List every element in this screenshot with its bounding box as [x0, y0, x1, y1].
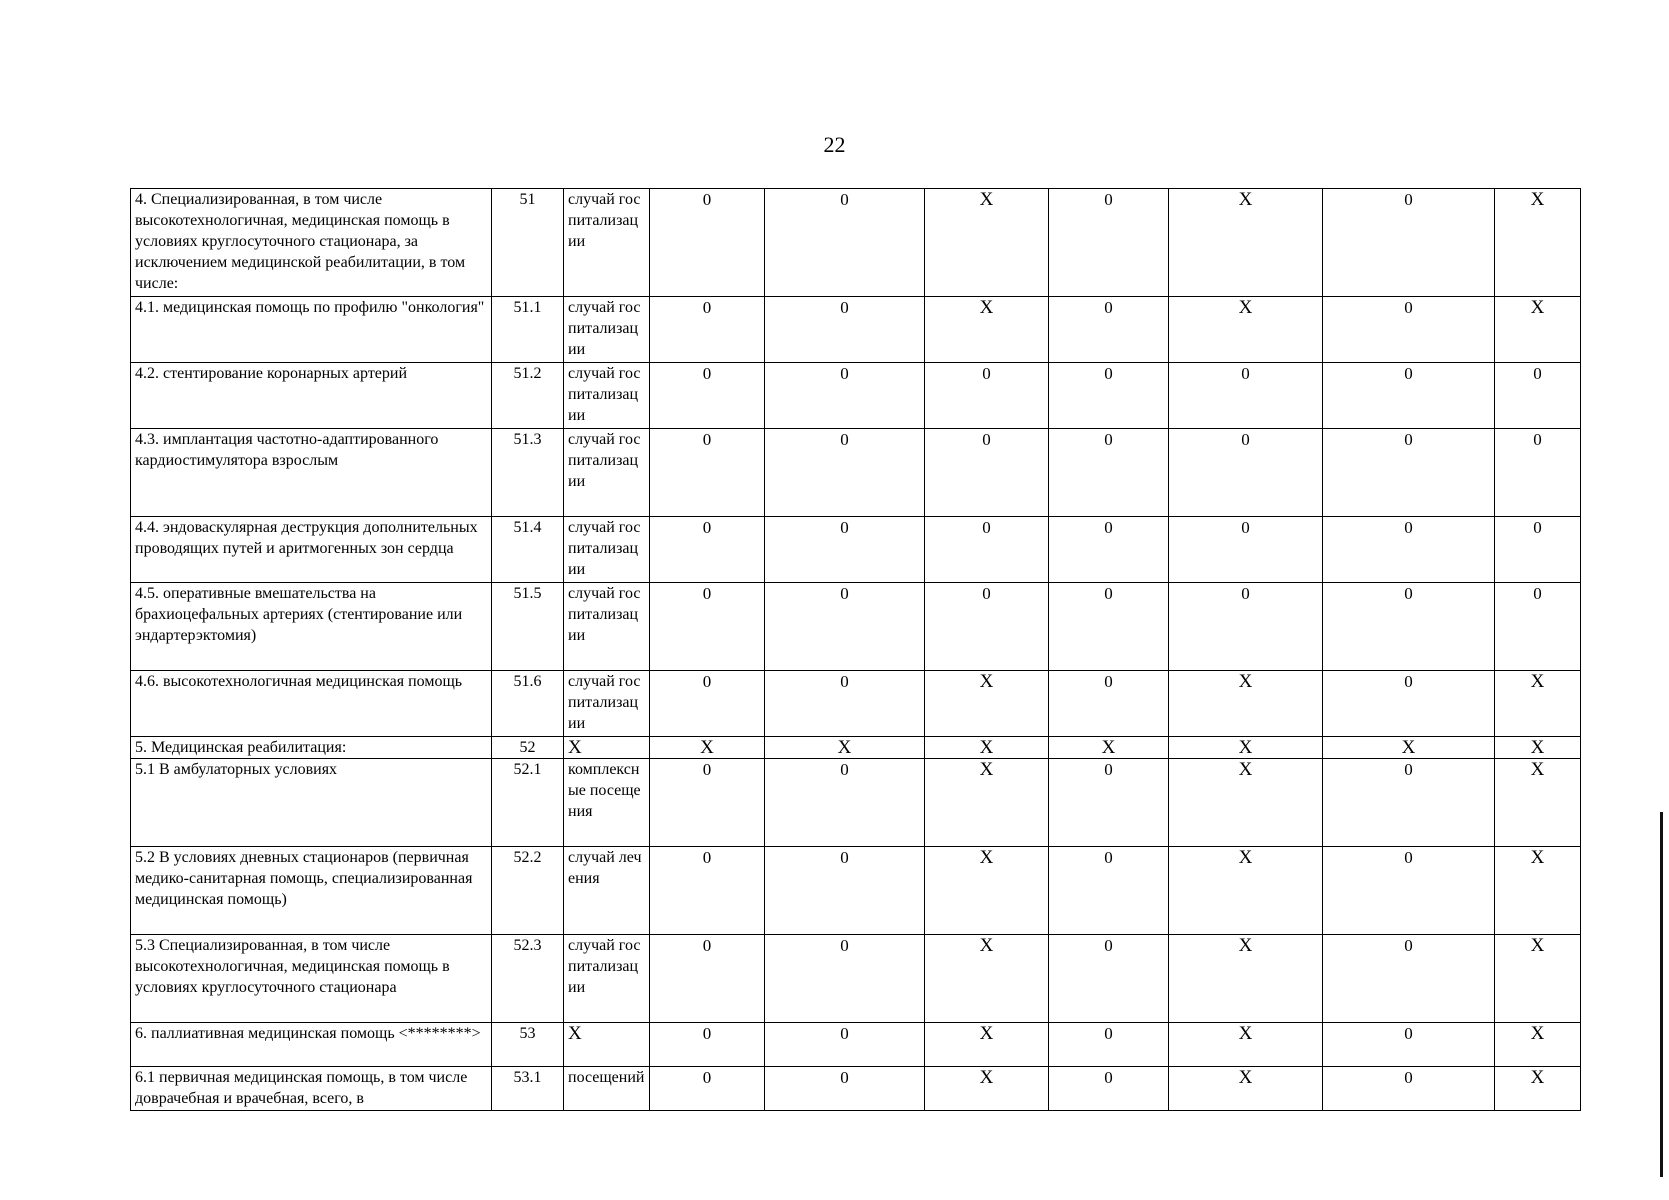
row-value-cell: X: [1169, 671, 1323, 737]
row-value-cell: X: [1495, 759, 1581, 847]
table-row: [131, 517, 1581, 583]
row-name-cell: 4.3. имплантация частотно-адаптированного кардиостимулятора взрослым: [131, 429, 492, 517]
row-name-cell: 4.2. стентирование коронарных артерий: [131, 363, 492, 429]
row-value-cell: 0: [1323, 847, 1495, 935]
row-value-cell: 0: [650, 935, 765, 1023]
table-row: [131, 847, 1581, 935]
row-value-cell: 0: [925, 429, 1049, 517]
row-name-cell: 4.1. медицинская помощь по профилю "онкология": [131, 297, 492, 363]
row-value-cell: 0: [1495, 517, 1581, 583]
row-value-cell: 0: [925, 517, 1049, 583]
row-value-cell: X: [925, 759, 1049, 847]
row-value-cell: X: [1495, 1023, 1581, 1067]
row-unit-cell: комплексные посещения: [564, 759, 650, 847]
table-row: [131, 429, 1581, 517]
row-value-cell: X: [1169, 759, 1323, 847]
row-value-cell: X: [1169, 935, 1323, 1023]
row-value-cell: 0: [1049, 583, 1169, 671]
row-code-cell: 51.6: [492, 671, 564, 737]
row-value-cell: 0: [1495, 429, 1581, 517]
row-code-cell: 51.2: [492, 363, 564, 429]
row-name-cell: 5. Медицинская реабилитация:: [131, 737, 492, 759]
row-value-cell: X: [1495, 847, 1581, 935]
row-value-cell: 0: [765, 671, 925, 737]
row-value-cell: 0: [1323, 297, 1495, 363]
row-value-cell: X: [1495, 1067, 1581, 1111]
row-value-cell: 0: [925, 583, 1049, 671]
table-row: [131, 935, 1581, 1023]
row-value-cell: 0: [1323, 517, 1495, 583]
row-value-cell: 0: [1049, 847, 1169, 935]
row-code-cell: 51.1: [492, 297, 564, 363]
table-row: [131, 1023, 1581, 1067]
row-value-cell: X: [1169, 297, 1323, 363]
row-value-cell: 0: [1323, 583, 1495, 671]
scan-edge-bar: [1660, 812, 1663, 1177]
row-value-cell: X: [1495, 189, 1581, 297]
row-value-cell: 0: [1323, 363, 1495, 429]
row-value-cell: X: [650, 737, 765, 759]
row-value-cell: 0: [1049, 1067, 1169, 1111]
row-value-cell: X: [925, 297, 1049, 363]
row-name-cell: 6. паллиативная медицинская помощь <********>: [131, 1023, 492, 1067]
row-value-cell: X: [1495, 297, 1581, 363]
row-value-cell: X: [925, 737, 1049, 759]
row-value-cell: 0: [1323, 1067, 1495, 1111]
row-code-cell: 51: [492, 189, 564, 297]
row-value-cell: 0: [1323, 759, 1495, 847]
row-value-cell: X: [1169, 847, 1323, 935]
row-value-cell: 0: [650, 1023, 765, 1067]
row-value-cell: 0: [765, 1067, 925, 1111]
row-value-cell: X: [1169, 1023, 1323, 1067]
row-value-cell: 0: [765, 935, 925, 1023]
row-name-cell: 5.1 В амбулаторных условиях: [131, 759, 492, 847]
row-code-cell: 52.2: [492, 847, 564, 935]
row-value-cell: 0: [1049, 935, 1169, 1023]
row-value-cell: X: [1169, 1067, 1323, 1111]
row-value-cell: 0: [650, 671, 765, 737]
row-value-cell: 0: [1323, 189, 1495, 297]
table-row: [131, 671, 1581, 737]
row-value-cell: X: [925, 1023, 1049, 1067]
row-value-cell: 0: [1323, 671, 1495, 737]
row-unit-cell: случай госпитализации: [564, 429, 650, 517]
row-value-cell: 0: [1495, 363, 1581, 429]
row-value-cell: 0: [1049, 1023, 1169, 1067]
row-value-cell: X: [1323, 737, 1495, 759]
table-row: [131, 759, 1581, 847]
row-unit-cell: случай госпитализации: [564, 517, 650, 583]
row-unit-cell: X: [564, 1023, 650, 1067]
row-value-cell: 0: [650, 1067, 765, 1111]
table-row: [131, 737, 1581, 759]
row-unit-cell: случай госпитализации: [564, 671, 650, 737]
row-value-cell: 0: [765, 297, 925, 363]
row-code-cell: 52.3: [492, 935, 564, 1023]
row-value-cell: 0: [765, 759, 925, 847]
row-value-cell: X: [925, 1067, 1049, 1111]
row-value-cell: 0: [650, 189, 765, 297]
row-unit-cell: X: [564, 737, 650, 759]
medical-care-table: [130, 188, 1581, 1111]
row-unit-cell: посещений: [564, 1067, 650, 1111]
row-value-cell: X: [925, 671, 1049, 737]
row-unit-cell: случай госпитализации: [564, 583, 650, 671]
row-code-cell: 52.1: [492, 759, 564, 847]
row-value-cell: 0: [650, 847, 765, 935]
row-value-cell: 0: [1169, 517, 1323, 583]
row-value-cell: 0: [650, 583, 765, 671]
row-value-cell: 0: [765, 517, 925, 583]
row-value-cell: 0: [1049, 671, 1169, 737]
row-name-cell: 4.5. оперативные вмешательства на брахиоцефальных артериях (стентирование или эндартерэктомия): [131, 583, 492, 671]
row-value-cell: 0: [1049, 517, 1169, 583]
row-value-cell: 0: [1049, 189, 1169, 297]
row-value-cell: 0: [1049, 297, 1169, 363]
row-name-cell: 5.3 Специализированная, в том числе высокотехнологичная, медицинская помощь в условиях круглосуточного стационара: [131, 935, 492, 1023]
row-name-cell: 4. Специализированная, в том числе высокотехнологичная, медицинская помощь в условиях круглосуточного стационара, за исключением медицинской реабилитации, в том числе:: [131, 189, 492, 297]
table-row: [131, 189, 1581, 297]
row-value-cell: X: [1495, 671, 1581, 737]
row-value-cell: 0: [650, 297, 765, 363]
row-value-cell: 0: [1169, 363, 1323, 429]
row-code-cell: 52: [492, 737, 564, 759]
row-value-cell: 0: [1049, 759, 1169, 847]
row-name-cell: 5.2 В условиях дневных стационаров (первичная медико-санитарная помощь, специализированная медицинская помощь): [131, 847, 492, 935]
row-name-cell: 6.1 первичная медицинская помощь, в том числе доврачебная и врачебная, всего, в: [131, 1067, 492, 1111]
row-value-cell: 0: [925, 363, 1049, 429]
row-value-cell: X: [1049, 737, 1169, 759]
row-value-cell: 0: [1049, 363, 1169, 429]
row-name-cell: 4.6. высокотехнологичная медицинская помощь: [131, 671, 492, 737]
row-value-cell: 0: [765, 1023, 925, 1067]
page-number: 22: [823, 132, 846, 157]
row-name-cell: 4.4. эндоваскулярная деструкция дополнительных проводящих путей и аритмогенных зон сердца: [131, 517, 492, 583]
row-value-cell: 0: [650, 363, 765, 429]
table-row: [131, 1067, 1581, 1111]
row-value-cell: 0: [650, 429, 765, 517]
row-value-cell: 0: [1495, 583, 1581, 671]
row-value-cell: 0: [1169, 583, 1323, 671]
table-row: [131, 363, 1581, 429]
row-value-cell: 0: [1169, 429, 1323, 517]
row-value-cell: 0: [650, 517, 765, 583]
table-row: [131, 583, 1581, 671]
row-unit-cell: случай лечения: [564, 847, 650, 935]
table-row: [131, 297, 1581, 363]
row-code-cell: 51.5: [492, 583, 564, 671]
row-value-cell: X: [925, 935, 1049, 1023]
row-value-cell: 0: [650, 759, 765, 847]
row-unit-cell: случай госпитализации: [564, 297, 650, 363]
row-value-cell: 0: [765, 847, 925, 935]
row-unit-cell: случай госпитализации: [564, 363, 650, 429]
row-code-cell: 51.3: [492, 429, 564, 517]
row-value-cell: X: [1169, 737, 1323, 759]
row-value-cell: 0: [1323, 1023, 1495, 1067]
row-value-cell: X: [1495, 737, 1581, 759]
row-code-cell: 53: [492, 1023, 564, 1067]
row-value-cell: 0: [1323, 429, 1495, 517]
row-value-cell: X: [925, 847, 1049, 935]
row-unit-cell: случай госпитализации: [564, 189, 650, 297]
row-value-cell: X: [1169, 189, 1323, 297]
row-value-cell: X: [925, 189, 1049, 297]
row-value-cell: 0: [765, 363, 925, 429]
row-value-cell: X: [765, 737, 925, 759]
row-value-cell: 0: [765, 189, 925, 297]
row-value-cell: 0: [765, 429, 925, 517]
row-code-cell: 53.1: [492, 1067, 564, 1111]
row-value-cell: 0: [1049, 429, 1169, 517]
row-value-cell: 0: [1323, 935, 1495, 1023]
row-value-cell: 0: [765, 583, 925, 671]
row-unit-cell: случай госпитализации: [564, 935, 650, 1023]
row-code-cell: 51.4: [492, 517, 564, 583]
row-value-cell: X: [1495, 935, 1581, 1023]
table-body: [131, 189, 1581, 1111]
